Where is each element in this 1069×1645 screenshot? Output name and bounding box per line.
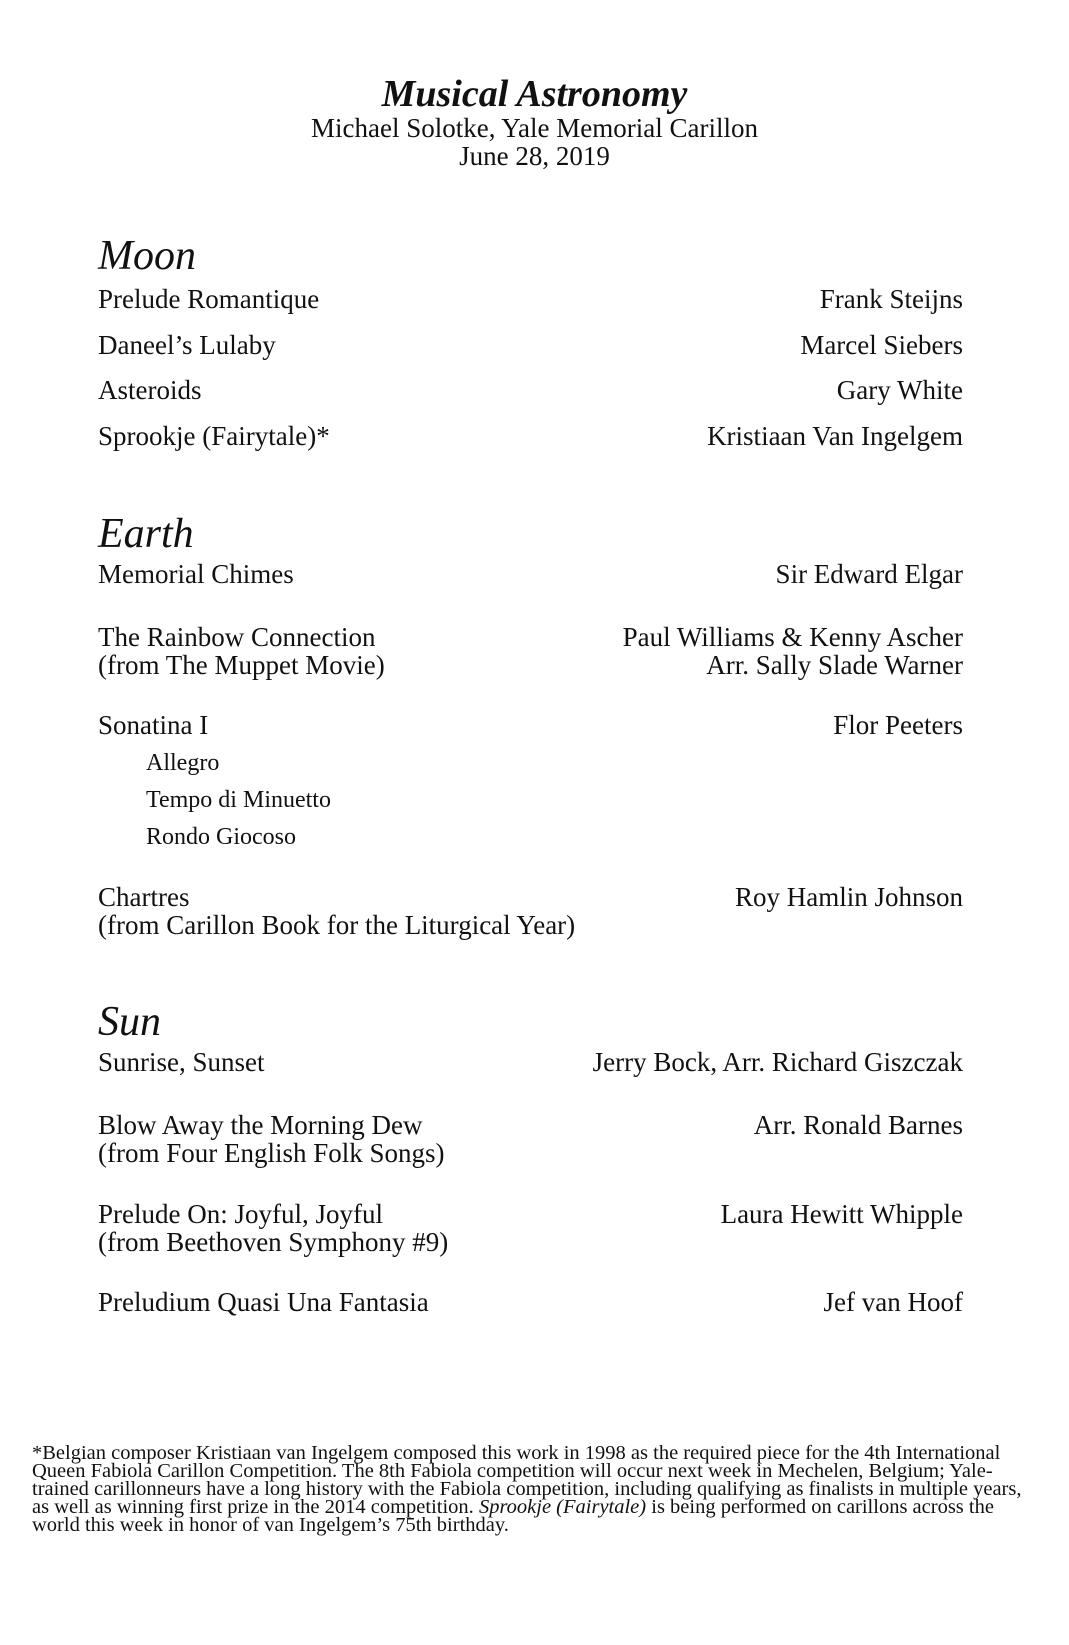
- piece-title: Asteroids: [98, 375, 202, 405]
- piece-composer: Marcel Siebers: [800, 330, 963, 360]
- section-title-earth: Earth: [98, 511, 194, 557]
- performer-line: Michael Solotke, Yale Memorial Carillon: [311, 113, 758, 143]
- piece-composer: Laura Hewitt Whipple: [720, 1199, 963, 1229]
- piece-title: Daneel’s Lulaby: [98, 330, 276, 360]
- concert-date: June 28, 2019: [459, 141, 610, 171]
- footnote-text-end: is being performed on carillons across the world this week in honor of van Ingelgem’s 75th birthday.: [32, 1496, 994, 1536]
- piece-title: Sprookje (Fairytale)*: [98, 421, 330, 451]
- piece-composer: Arr. Ronald Barnes: [753, 1110, 963, 1140]
- piece-title: Memorial Chimes: [98, 559, 294, 589]
- footnote-text: *Belgian composer Kristiaan van Ingelgem composed this work in 1998 as the required piece for the 4th International Queen Fabiola Carillon Competition. The 8th Fabiola competition will occur next week in Mechelen, Belgium; Yale-trained carillonneurs have a long history with the Fabiola competition, including qualifying as finalists in multiple years, as well as winning first prize in the 2014 competition.: [32, 1442, 1022, 1518]
- movement-tempo-di-minuetto: Tempo di Minuetto: [146, 787, 331, 813]
- piece-title: Prelude Romantique: [98, 284, 320, 314]
- piece-title: Prelude On: Joyful, Joyful (from Beethoven Symphony #9): [98, 1199, 449, 1257]
- footnote-italic-title: Sprookje (Fairytale): [478, 1496, 647, 1518]
- piece-title: Sonatina I: [98, 710, 209, 740]
- piece-composer: Paul Williams & Kenny Ascher Arr. Sally Slade Warner: [622, 622, 963, 680]
- section-title-moon: Moon: [98, 233, 196, 279]
- piece-composer: Flor Peeters: [833, 710, 963, 740]
- piece-composer: Sir Edward Elgar: [775, 559, 963, 589]
- piece-title: Chartres (from Carillon Book for the Liturgical Year): [98, 882, 576, 940]
- program-title: Musical Astronomy: [381, 73, 688, 115]
- movement-allegro: Allegro: [146, 750, 220, 776]
- piece-composer: Gary White: [836, 375, 963, 405]
- piece-composer: Kristiaan Van Ingelgem: [707, 421, 963, 451]
- piece-title: Sunrise, Sunset: [98, 1047, 265, 1077]
- piece-title: The Rainbow Connection (from The Muppet Movie): [98, 622, 385, 680]
- section-title-sun: Sun: [98, 999, 161, 1045]
- piece-title: Blow Away the Morning Dew (from Four English Folk Songs): [98, 1110, 445, 1168]
- movement-rondo-giocoso: Rondo Giocoso: [146, 824, 296, 850]
- piece-composer: Frank Steijns: [819, 284, 963, 314]
- program-header: [0, 74, 1069, 170]
- piece-composer: Jerry Bock, Arr. Richard Giszczak: [592, 1047, 963, 1077]
- piece-composer: Jef van Hoof: [823, 1287, 963, 1317]
- piece-title: Preludium Quasi Una Fantasia: [98, 1287, 429, 1317]
- piece-composer: Roy Hamlin Johnson: [734, 882, 963, 912]
- footnote: [32, 1444, 1037, 1534]
